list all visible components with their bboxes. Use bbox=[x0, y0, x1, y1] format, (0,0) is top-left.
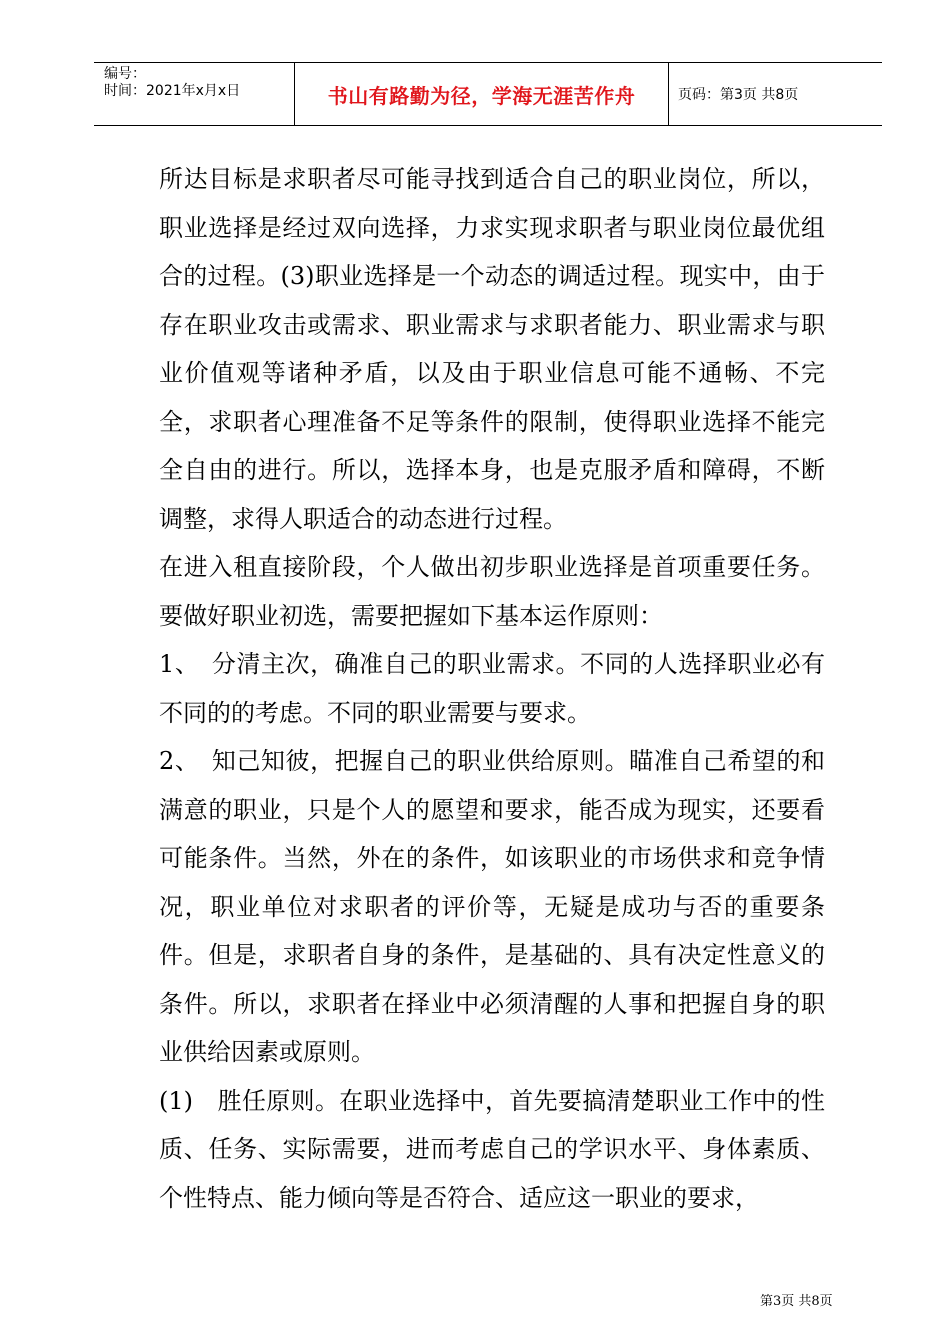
page-footer: 第3页 共8页 bbox=[760, 1294, 833, 1309]
body-paragraph: 2、 知己知彼，把握自己的职业供给原则。瞄准自己希望的和满意的职业，只是个人的愿望和要求，能否成为现实，还要看可能条件。当然，外在的条件，如该职业的市场供求和竞争情况，职业单位对求职者的评价等，无疑是成功与否的重要条件。但是，求职者自身的条件，是基础的、具有决定性意义的条件。所以，求职者在择业中必须清醒的人事和把握自身的职业供给因素或原则。 bbox=[159, 747, 825, 1066]
page-header bbox=[94, 62, 882, 126]
body-paragraph: 所达目标是求职者尽可能寻找到适合自己的职业岗位，所以，职业选择是经过双向选择，力求实现求职者与职业岗位最优组合的过程。(3)职业选择是一个动态的调适过程。现实中，由于存在职业攻击或需求、职业需求与求职者能力、职业需求与职业价值观等诸种矛盾，以及由于职业信息可能不通畅、不完全，求职者心理准备不足等条件的限制，使得职业选择不能完全自由的进行。所以，选择本身，也是克服矛盾和障碍，不断调整，求得人职适合的动态进行过程。 bbox=[159, 165, 825, 533]
document-time-label: 时间：2021年x月x日 bbox=[104, 83, 241, 99]
body-paragraph: 在进入租直接阶段，个人做出初步职业选择是首项重要任务。要做好职业初选，需要把握如下基本运作原则： bbox=[159, 553, 825, 630]
header-motto: 书山有路勤为径，学海无涯苦作舟 bbox=[295, 63, 669, 125]
body-paragraph: (1) 胜任原则。在职业选择中，首先要搞清楚职业工作中的性质、任务、实际需要，进而考虑自己的学识水平、身体素质、个性特点、能力倾向等是否符合、适应这一职业的要求， bbox=[159, 1086, 825, 1212]
header-page-info: 页码：第3页 共8页 bbox=[678, 87, 799, 103]
body-paragraph: 1、 分清主次，确准自己的职业需求。不同的人选择职业必有不同的的考虑。不同的职业需要与要求。 bbox=[159, 650, 825, 727]
document-number-label: 编号： bbox=[104, 66, 146, 82]
header-meta-cell bbox=[94, 63, 295, 125]
document-body bbox=[159, 155, 825, 1222]
